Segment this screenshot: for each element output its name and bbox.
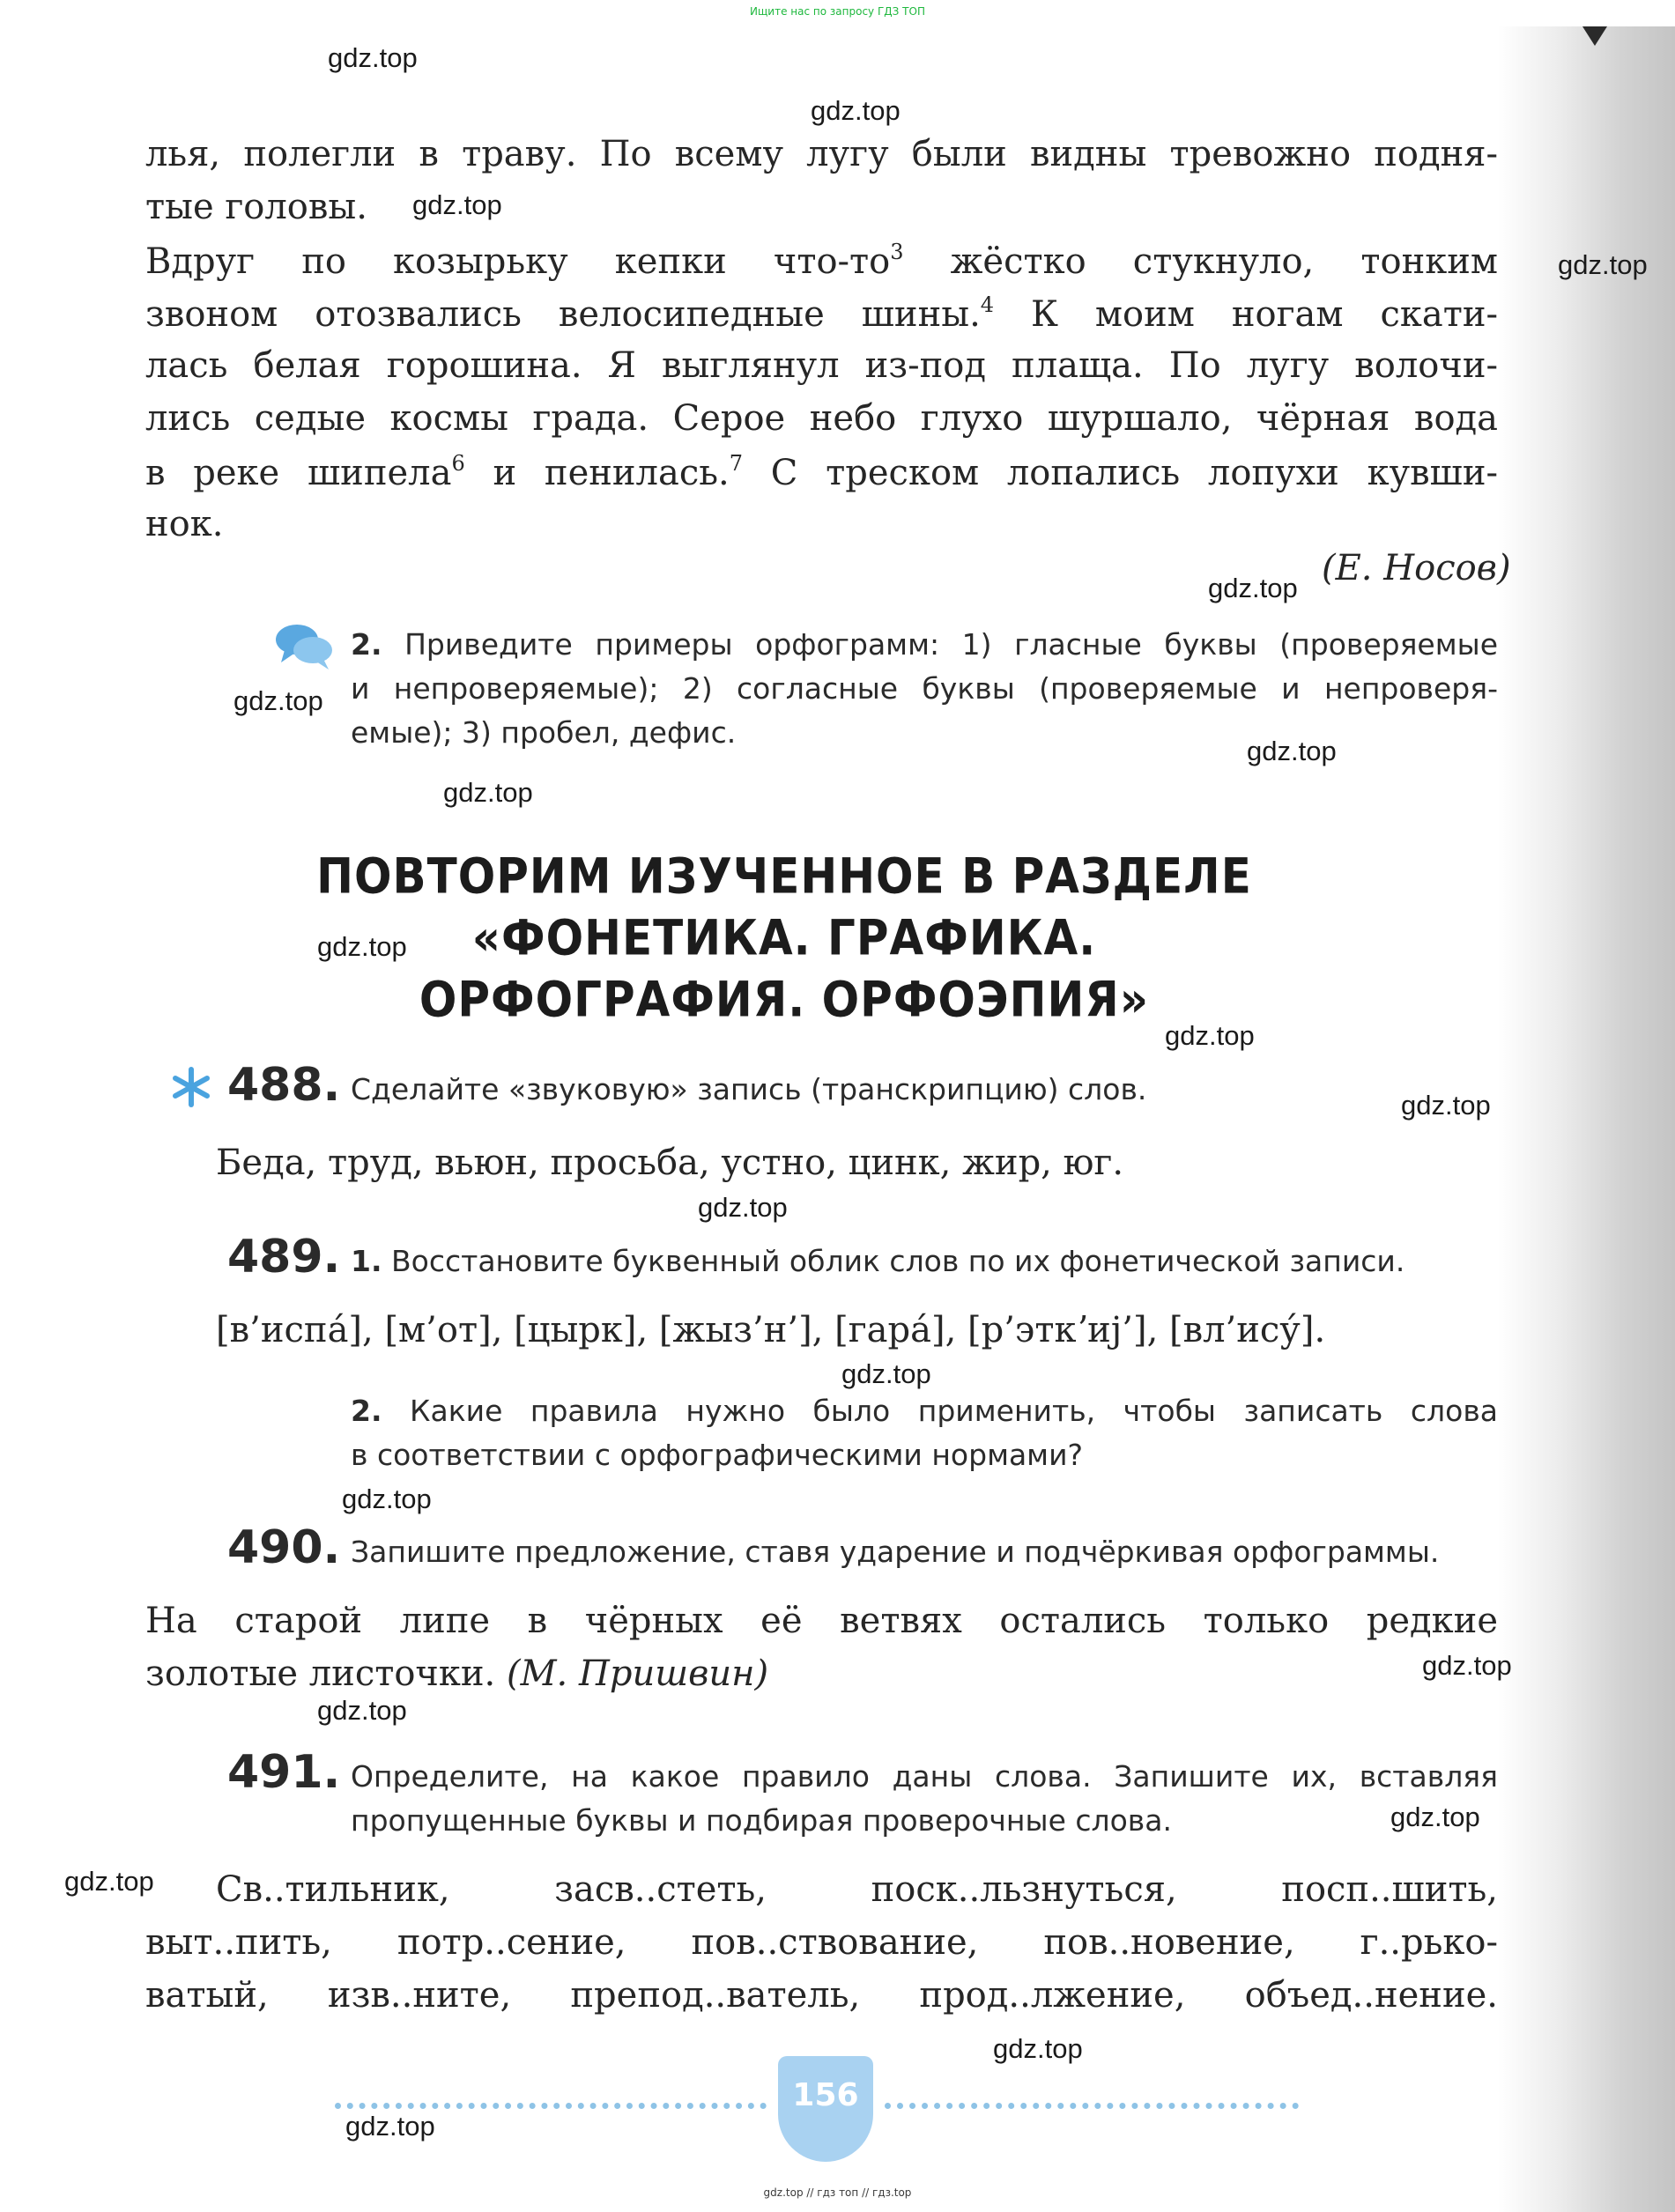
sentence-text: золотые листочки. — [145, 1653, 507, 1694]
watermark: gdz.top — [328, 42, 418, 73]
section-heading-line: «ФОНЕТИКА. ГРАФИКА. — [471, 910, 1097, 966]
passage-line: лись седые космы града. Серое небо глухо шуршало, чёрная вода — [145, 398, 1498, 439]
footnote-mark: 6 — [451, 451, 465, 476]
exercise-task: Сделайте «звуковую» запись (транскрипцию) слов. — [351, 1072, 1147, 1106]
passage-line — [145, 292, 1498, 335]
task-2-line — [351, 627, 1498, 662]
exercise-task: Запишите предложение, ставя ударение и подчёркивая орфограммы. — [351, 1535, 1440, 1569]
passage-line: тые головы. — [145, 187, 367, 227]
passage-text: С треском лопались лопухи кувши- — [743, 453, 1498, 493]
passage-line — [145, 451, 1498, 493]
exercise-task: пропущенные буквы и подбирая проверочные слова. — [351, 1803, 1172, 1838]
task-text: Какие правила нужно было применить, чтобы записать слова — [382, 1394, 1498, 1428]
top-banner: Ищите нас по запросу ГДЗ ТОП — [750, 5, 925, 18]
watermark: gdz.top — [1401, 1090, 1491, 1121]
watermark: gdz.top — [412, 189, 502, 220]
watermark: gdz.top — [1247, 736, 1337, 766]
exercise-number: 489. — [227, 1231, 341, 1284]
footer-banner: gdz.top // гдз топ // гдз.top — [763, 2186, 912, 2199]
corner-mark — [1582, 26, 1607, 46]
passage-line: лась белая горошина. Я выглянул из-под плаща. По лугу волочи- — [145, 345, 1498, 386]
exercise-words: выт..пить, потр..сение, пов..ствование, пов..новение, г..рько- — [145, 1922, 1498, 1963]
watermark: gdz.top — [1390, 1801, 1480, 1832]
task-text: Восстановите буквенный облик слов по их фонетической записи. — [382, 1244, 1405, 1278]
watermark: gdz.top — [1165, 1020, 1255, 1051]
exercise-number: 490. — [227, 1521, 341, 1574]
task-text: Приведите примеры орфограмм: 1) гласные буквы (проверяемые — [382, 627, 1498, 662]
section-heading-line: ПОВТОРИМ ИЗУЧЕННОЕ В РАЗДЕЛЕ — [316, 848, 1252, 905]
watermark: gdz.top — [317, 931, 407, 962]
passage-line — [145, 240, 1498, 282]
exercise-task — [351, 1244, 1404, 1278]
watermark: gdz.top — [698, 1192, 788, 1223]
sentence-author: (М. Пришвин) — [506, 1653, 769, 1694]
footnote-mark: 4 — [980, 292, 995, 317]
passage-author: (Е. Носов) — [1322, 548, 1511, 588]
exercise-number: 488. — [227, 1059, 341, 1112]
task-number: 2. — [351, 627, 382, 662]
task-number: 2. — [351, 1394, 382, 1428]
footnote-mark: 7 — [729, 451, 743, 476]
transcription-line: [в’испá], [м’от], [цырк], [жыз’н’], [гарá], [р’эткʼиj’], [вл’ису́]. — [216, 1310, 1326, 1350]
exercise-task: Определите, на какое правило даны слова. Запишите их, вставляя — [351, 1759, 1498, 1794]
passage-text: и пенилась. — [464, 453, 730, 493]
exercise-question: в соответствии с орфографическими нормами? — [351, 1438, 1084, 1472]
watermark: gdz.top — [1558, 249, 1648, 280]
passage-line: лья, полегли в траву. По всему лугу были видны тревожно подня- — [145, 134, 1498, 174]
watermark: gdz.top — [811, 95, 900, 126]
exercise-sentence — [145, 1653, 768, 1694]
watermark: gdz.top — [1422, 1650, 1512, 1681]
task-number: 1. — [351, 1244, 382, 1278]
watermark: gdz.top — [317, 1695, 407, 1726]
passage-text: жёстко стукнуло, тонким — [903, 241, 1498, 282]
passage-text: Вдруг по козырьку кепки что-то — [145, 241, 891, 282]
exercise-words: Св..тильник, засв..стеть, поск..льзнуться, посп..шить, — [216, 1869, 1498, 1910]
watermark: gdz.top — [993, 2033, 1083, 2064]
task-2-line: и непроверяемые); 2) согласные буквы (проверяемые и непроверя- — [351, 671, 1498, 706]
watermark: gdz.top — [64, 1866, 154, 1897]
exercise-sentence: На старой липе в чёрных её ветвях остались только редкие — [145, 1601, 1498, 1641]
exercise-words: Беда, труд, вьюн, просьба, устно, цинк, жир, юг. — [216, 1143, 1124, 1183]
page-number: 156 — [792, 2077, 859, 2113]
dotted-rule — [885, 2103, 1299, 2109]
task-2-line: емые); 3) пробел, дефис. — [351, 715, 737, 750]
watermark: gdz.top — [1208, 573, 1298, 603]
exercise-question — [351, 1394, 1498, 1428]
speech-bubbles-icon — [274, 622, 334, 671]
passage-line: нок. — [145, 504, 224, 544]
watermark: gdz.top — [345, 2111, 435, 2142]
exercise-number: 491. — [227, 1746, 341, 1799]
passage-text: К моим ногам скати- — [994, 294, 1498, 335]
watermark: gdz.top — [233, 685, 323, 716]
passage-text: в реке шипела — [145, 453, 452, 493]
asterisk-star-icon — [170, 1066, 212, 1108]
dotted-rule — [335, 2103, 767, 2109]
watermark: gdz.top — [841, 1358, 931, 1389]
watermark: gdz.top — [443, 777, 533, 808]
passage-text: звоном отозвались велосипедные шины. — [145, 294, 981, 335]
section-heading-line: ОРФОГРАФИЯ. ОРФОЭПИЯ» — [419, 972, 1150, 1028]
page-edge-shadow — [1498, 26, 1675, 2212]
footnote-mark: 3 — [890, 240, 904, 264]
watermark: gdz.top — [342, 1483, 432, 1514]
exercise-words: ватый, изв..ните, препод..ватель, прод..лжение, объед..нение. — [145, 1975, 1498, 2016]
